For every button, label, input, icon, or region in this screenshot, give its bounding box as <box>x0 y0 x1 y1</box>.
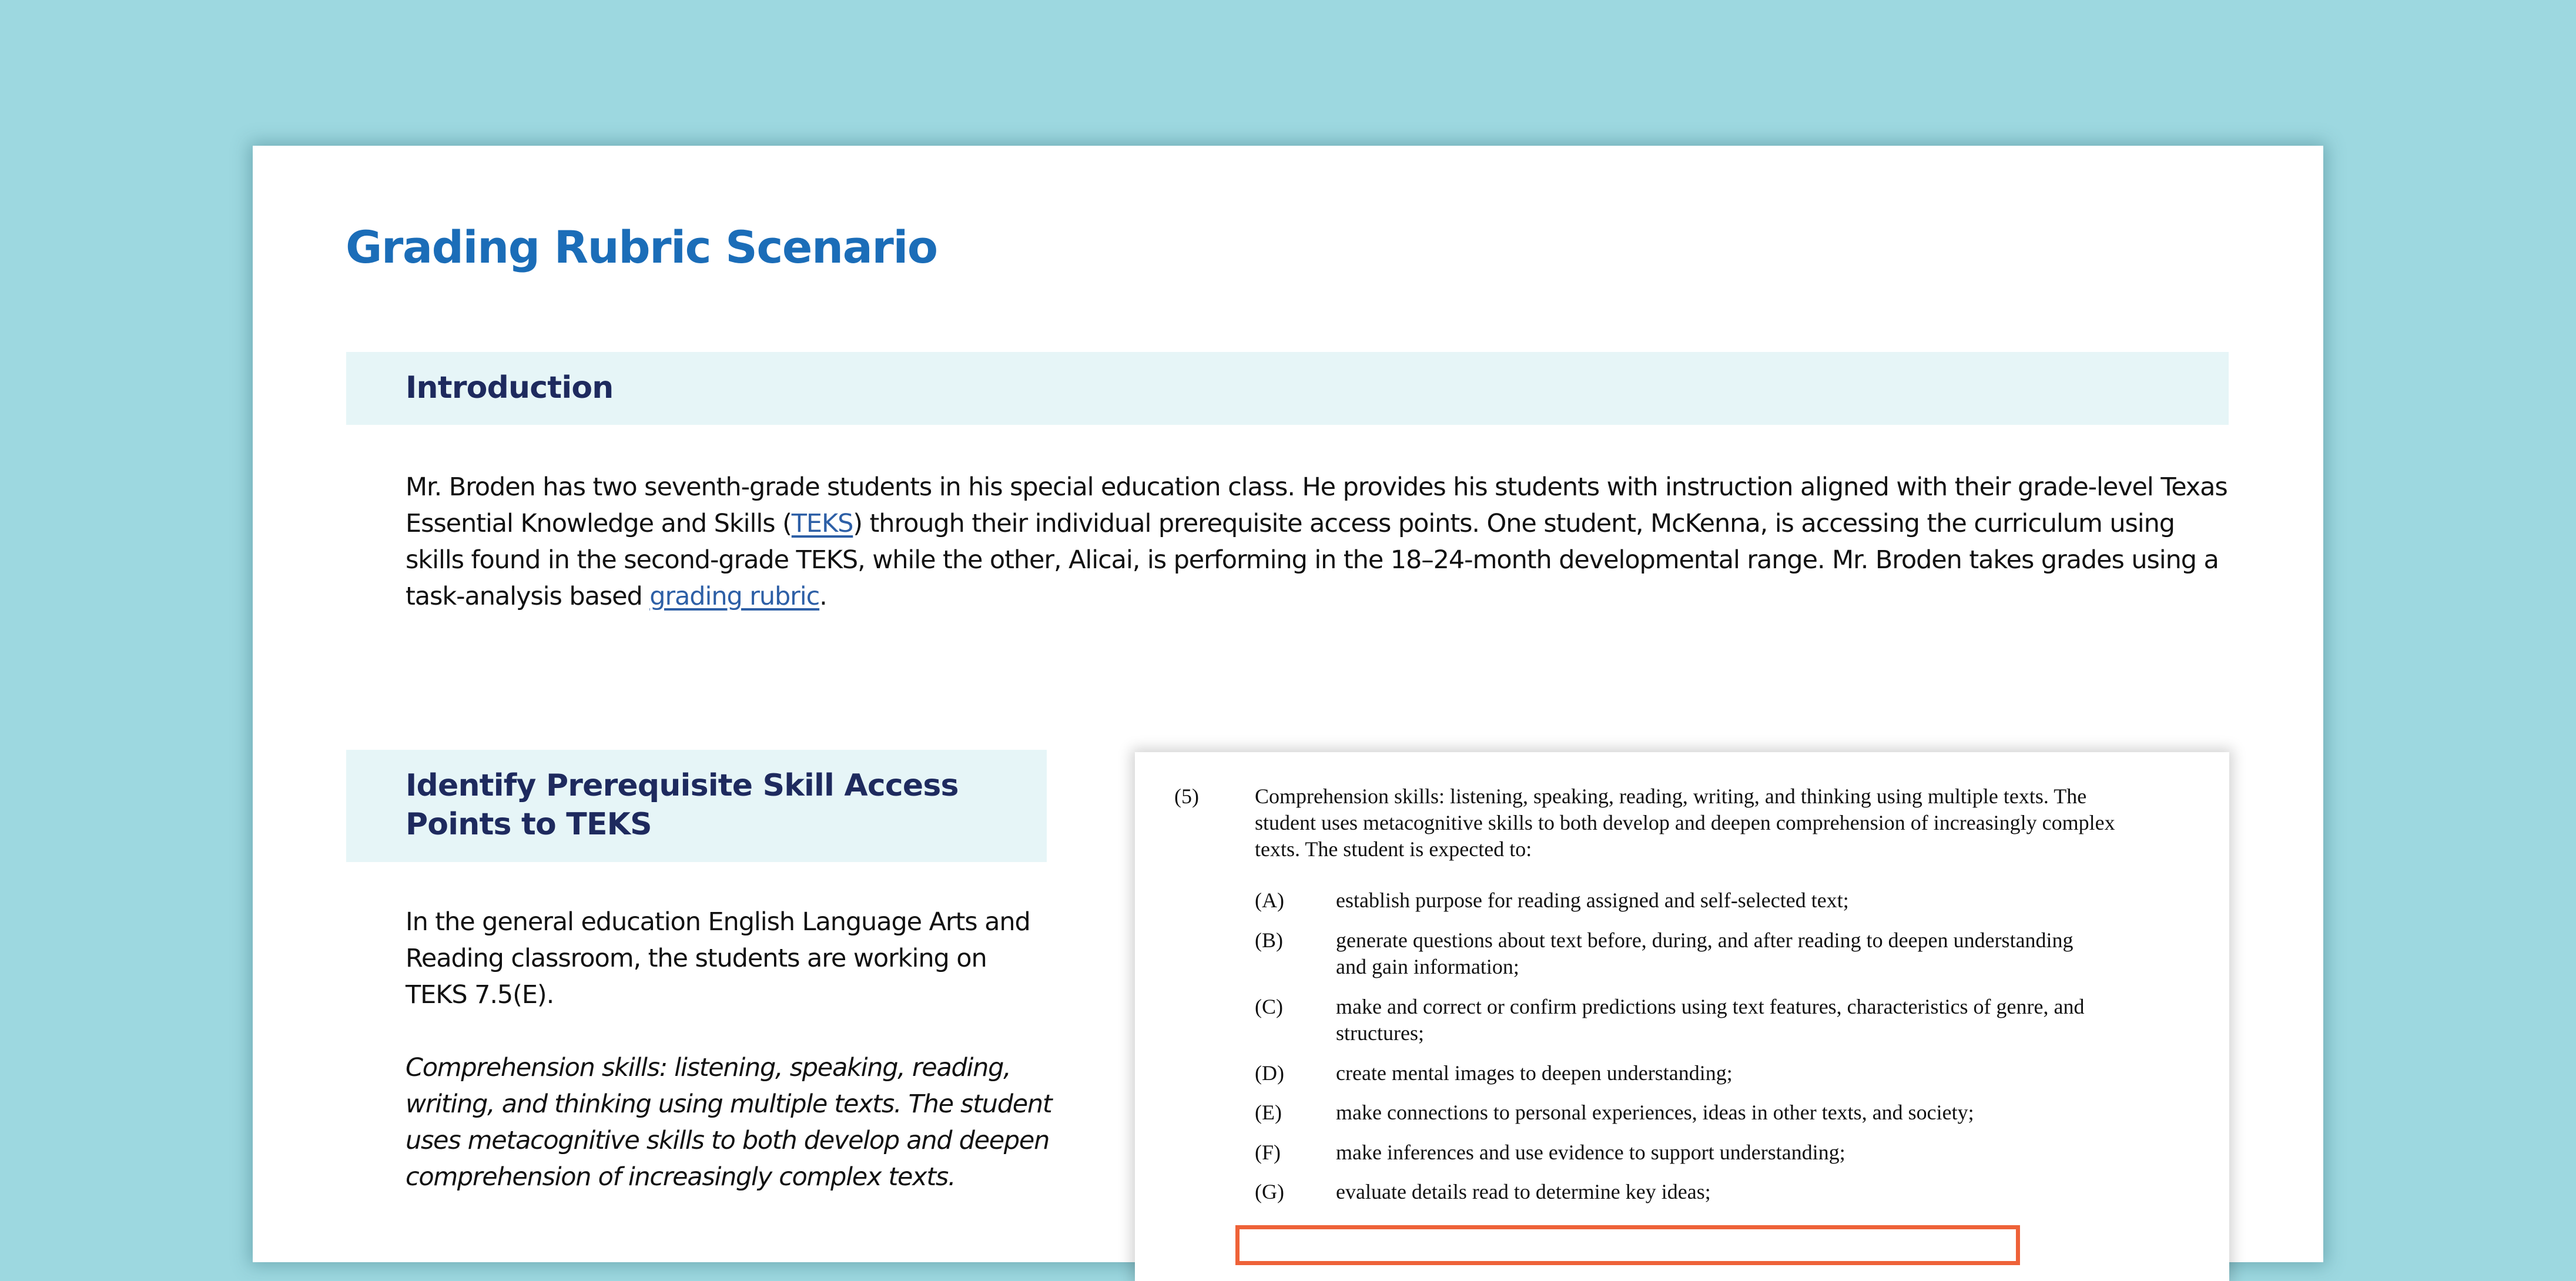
teks-item-text: establish purpose for reading assigned and self-selected text; <box>1336 888 1849 912</box>
prerequisite-section-header <box>346 750 1047 862</box>
teks-item-text: make inferences and use evidence to support understanding; <box>1336 1141 1845 1164</box>
teks-item-text: generate questions about text before, during, and after reading to deepen understanding and gain information; <box>1336 928 2073 978</box>
teks-item-letter: (C) <box>1255 995 1283 1018</box>
prerequisite-paragraph: In the general education English Language Arts and Reading classroom, the students are working on TEKS 7.5(E). <box>406 907 1030 1010</box>
teks-item-text: create mental images to deepen understanding; <box>1336 1061 1733 1085</box>
teks-item-text: evaluate details read to determine key ideas; <box>1336 1180 1711 1203</box>
teks-link[interactable]: TEKS <box>791 509 853 538</box>
highlight-box <box>1235 1225 2020 1265</box>
intro-text-part-2: ) through their individual prerequisite access points. One student, McKenna, is accessing the curriculum using skills found in the second-grade TEKS, while the other, Alicai, is performing in the 18–24-month developmental range. Mr. Broden takes grades using a task-analysis based <box>406 509 2219 611</box>
introduction-paragraph <box>406 469 2239 615</box>
teks-item-letter: (G) <box>1255 1180 1284 1203</box>
teks-item-letter: (D) <box>1255 1061 1284 1085</box>
page-title: Grading Rubric Scenario <box>346 221 937 273</box>
teks-item-letter: (F) <box>1255 1141 1281 1164</box>
teks-stem: Comprehension skills: listening, speaking, reading, writing, and thinking using multiple texts. The student uses metacognitive skills to both develop and deepen comprehension of increasingly complex texts. The student is expected to: <box>1255 784 2115 861</box>
teks-item-text-highlighted: make connections to personal experiences, ideas in other texts, and society; <box>1336 1101 1974 1124</box>
intro-text-end: . <box>819 582 827 611</box>
teks-item-letter-highlighted: (E) <box>1255 1101 1282 1124</box>
introduction-heading: Introduction <box>406 370 614 405</box>
teks-document-excerpt <box>1135 752 2229 1281</box>
teks-number: (5) <box>1174 784 1199 808</box>
teks-item-letter: (A) <box>1255 888 1284 912</box>
prerequisite-quote: Comprehension skills: listening, speaking, reading, writing, and thinking using multiple texts. The student uses metacognitive skills to both develop and deepen comprehension of increasingly complex texts. <box>406 1053 1052 1192</box>
introduction-section-header <box>346 352 2229 425</box>
document-card <box>253 146 2323 1262</box>
teks-item-letter: (B) <box>1255 928 1283 952</box>
prerequisite-heading: Identify Prerequisite Skill Access Points to TEKS <box>406 768 959 842</box>
teks-item-text: make and correct or confirm predictions using text features, characteristics of genre, and structures; <box>1336 995 2085 1045</box>
intro-text-part-1: Mr. Broden has two seventh-grade students in his special education class. He provides his students with instruction aligned with their grade-level Texas Essential Knowledge and Skills ( <box>406 472 2227 538</box>
grading-rubric-link[interactable]: grading rubric <box>649 582 820 611</box>
